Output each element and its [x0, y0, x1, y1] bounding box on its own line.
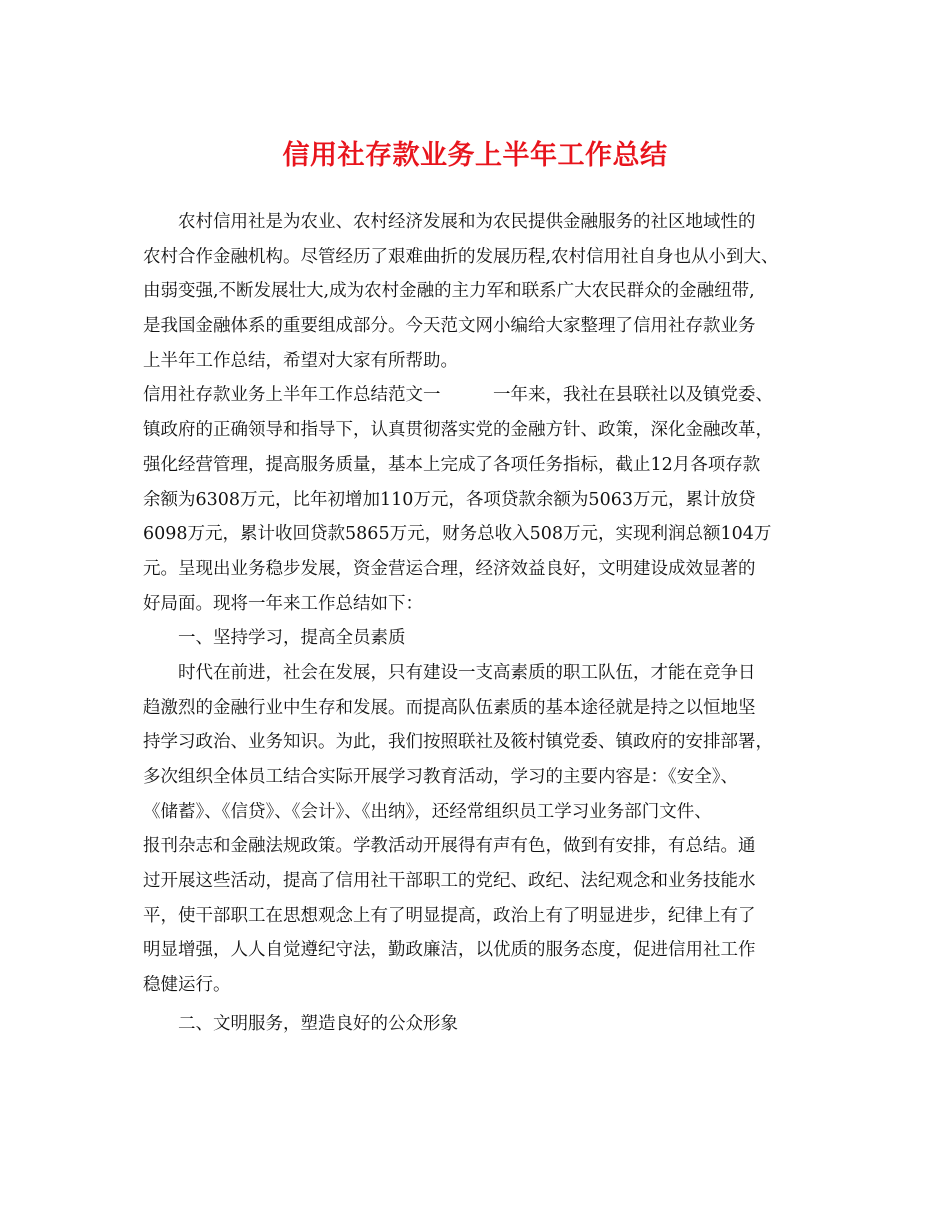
text-line: 报刊杂志和金融法规政策。学教活动开展得有声有色，做到有安排，有总结。通 — [143, 836, 756, 857]
document-title: 信用社存款业务上半年工作总结 — [282, 140, 668, 171]
text-line: 农村合作金融机构。尽管经历了艰难曲折的发展历程,农村信用社自身也从小到大、 — [143, 246, 779, 267]
text-line: 《储蓄》、《信贷》、《会计》、《出纳》，还经常组织员工学习业务部门文件、 — [143, 801, 712, 822]
text-line: 明显增强，人人自觉遵纪守法，勤政廉洁，以优质的服务态度，促进信用社工作 — [143, 940, 756, 961]
text-line: 时代在前进，社会在发展，只有建设一支高素质的职工队伍，才能在竞争日 — [178, 662, 756, 683]
text-line: 趋激烈的金融行业中生存和发展。而提高队伍素质的基本途径就是持之以恒地坚 — [143, 697, 756, 718]
text-line: 农村信用社是为农业、农村经济发展和为农民提供金融服务的社区地域性的 — [178, 212, 756, 232]
text-line: 稳健运行。 — [143, 975, 231, 996]
text-line: 是我国金融体系的重要组成部分。今天范文网小编给大家整理了信用社存款业务 — [143, 316, 756, 337]
text-line: 持学习政治、业务知识。为此，我们按照联社及筱村镇党委、镇政府的安排部署， — [143, 732, 773, 753]
text-line: 多次组织全体员工结合实际开展学习教育活动，学习的主要内容是：《安全》、 — [143, 767, 738, 787]
text-line: 6098万元，累计收回贷款5865万元，财务总收入508万元，实现利润总额104万 — [143, 524, 772, 545]
text-line: 余额为6308万元，比年初增加110万元，各项贷款余额为5063万元，累计放贷 — [143, 489, 756, 510]
document-body — [143, 205, 815, 1042]
text-line: 好局面。现将一年来工作总结如下： — [143, 593, 423, 614]
section-heading: 二、文明服务，塑造良好的公众形象 — [178, 1013, 458, 1034]
text-line: 上半年工作总结，希望对大家有所帮助。 — [143, 350, 458, 371]
text-line: 强化经营管理，提高服务质量，基本上完成了各项任务指标，截止12月各项存款 — [143, 454, 761, 475]
text-line: 信用社存款业务上半年工作总结范文一 一年来，我社在县联社以及镇党委、 — [143, 385, 773, 406]
text-line: 元。呈现出业务稳步发展，资金营运合理，经济效益良好，文明建设成效显著的 — [143, 558, 756, 579]
text-line: 由弱变强,不断发展壮大,成为农村金融的主力军和联系广大农民群众的金融纽带, — [143, 281, 755, 302]
section-heading: 一、坚持学习，提高全员素质 — [178, 628, 406, 649]
text-line: 平，使干部职工在思想观念上有了明显提高，政治上有了明显进步，纪律上有了 — [143, 905, 756, 926]
text-line: 镇政府的正确领导和指导下，认真贯彻落实党的金融方针、政策，深化金融改革， — [143, 420, 773, 441]
text-line: 过开展这些活动，提高了信用社干部职工的党纪、政纪、法纪观念和业务技能水 — [143, 871, 756, 892]
